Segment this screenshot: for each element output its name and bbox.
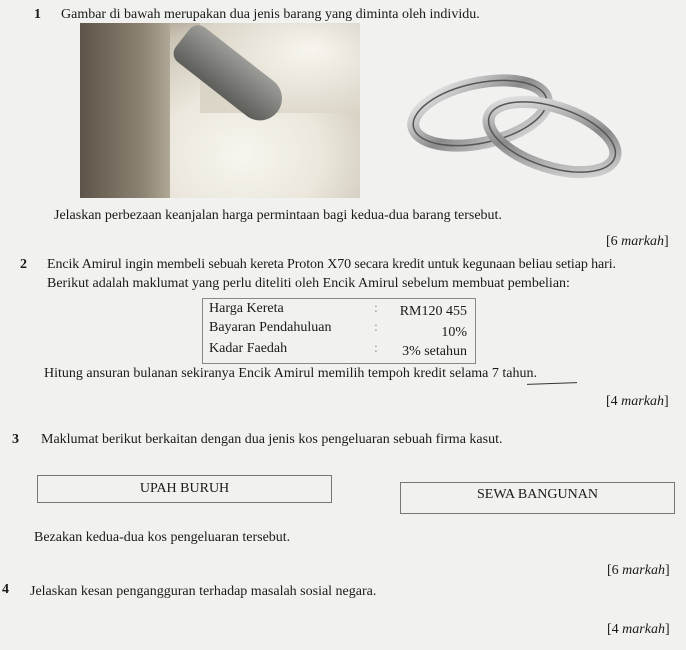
- q3-question: Bezakan kedua-dua kos pengeluaran tersebut.: [34, 530, 291, 545]
- table-value: 10%: [441, 325, 467, 340]
- cost-box-labour: UPAH BURUH: [37, 475, 332, 503]
- q3-text: Maklumat berikut berkaitan dengan dua jenis kos pengeluaran sebuah firma kasut.: [41, 432, 503, 447]
- table-value: 3% setahun: [402, 344, 467, 359]
- markah-word: markah: [621, 234, 664, 249]
- cost-box-rent: SEWA BANGUNAN: [400, 482, 675, 514]
- q1-subtext: Jelaskan perbezaan keanjalan harga permintaan bagi kedua-dua barang tersebut.: [54, 208, 502, 223]
- q4-marks: [4 markah]: [607, 622, 670, 637]
- table-label: Kadar Faedah: [209, 341, 288, 356]
- q2-number: 2: [20, 257, 27, 272]
- rice-sack: [80, 23, 170, 198]
- table-row: [209, 301, 471, 321]
- q1-text: Gambar di bawah merupakan dua jenis barang yang diminta oleh individu.: [61, 7, 480, 22]
- q1-number: 1: [34, 7, 41, 22]
- markah-word: markah: [622, 622, 665, 637]
- markah-word: markah: [622, 563, 665, 578]
- q4-text: Jelaskan kesan pengangguran terhadap masalah sosial negara.: [30, 584, 377, 599]
- rice-photo: [80, 23, 360, 198]
- q4-number: 4: [2, 582, 9, 597]
- markah-word: markah: [621, 394, 664, 409]
- q1-marks: [6 markah]: [606, 234, 669, 249]
- table-colon: :: [374, 341, 378, 356]
- table-colon: :: [374, 301, 378, 316]
- q2-question: Hitung ansuran bulanan sekiranya Encik Amirul memilih tempoh kredit selama 7 tahun.: [44, 366, 537, 381]
- rings-photo: [400, 65, 630, 185]
- table-row: [209, 320, 471, 340]
- q2-marks: [4 markah]: [606, 394, 669, 409]
- table-row: [209, 341, 471, 361]
- q3-number: 3: [12, 432, 19, 447]
- q2-line1: Encik Amirul ingin membeli sebuah kereta Proton X70 secara kredit untuk kegunaan beliau setiap hari.: [47, 257, 616, 272]
- q3-marks: [6 markah]: [607, 563, 670, 578]
- q2-line2: Berikut adalah maklumat yang perlu diteliti oleh Encik Amirul sebelum membuat pembelian:: [47, 276, 570, 291]
- table-value: RM120 455: [399, 304, 467, 319]
- table-colon: :: [374, 320, 378, 335]
- table-label: Harga Kereta: [209, 301, 284, 316]
- handwritten-underline: [527, 382, 577, 385]
- table-label: Bayaran Pendahuluan: [209, 320, 332, 335]
- loan-info-table: [202, 298, 476, 364]
